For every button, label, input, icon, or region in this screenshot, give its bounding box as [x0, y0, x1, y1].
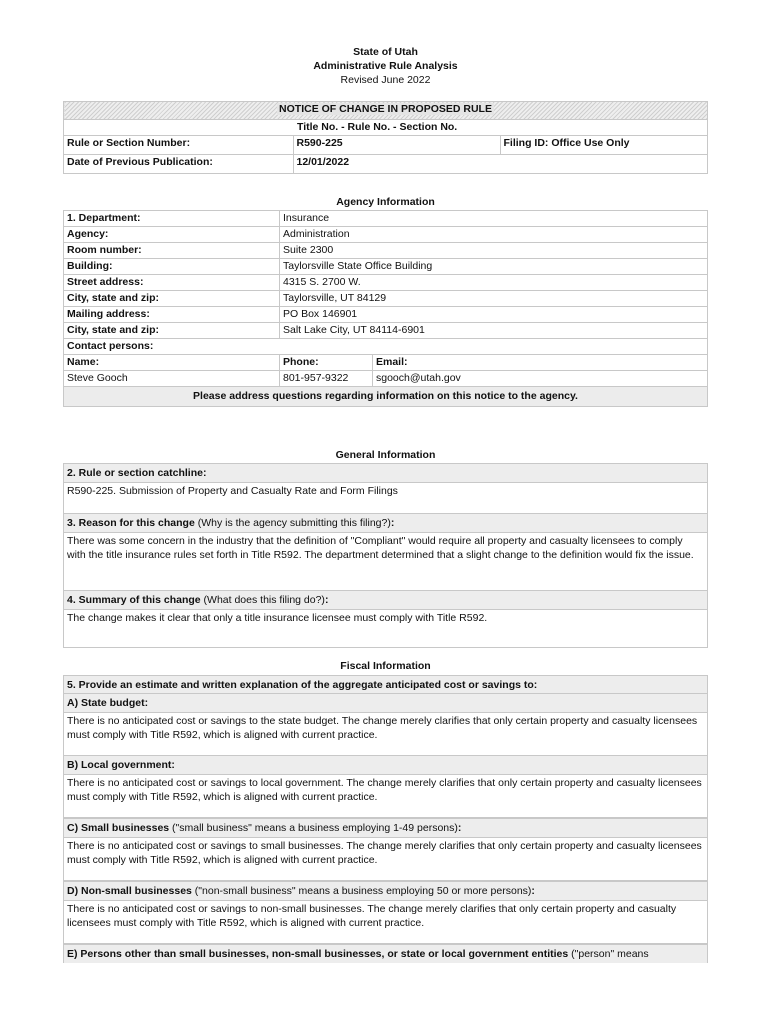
agency-value: PO Box 146901 [280, 307, 708, 323]
general-section-title: General Information [335, 449, 436, 461]
agency-label: Agency: [64, 227, 280, 243]
agency-value: 4315 S. 2700 W. [280, 275, 708, 291]
contact-name-header: Name: [64, 355, 280, 371]
catchline-label: 2. Rule or section catchline: [64, 464, 707, 483]
fiscal-q5-label: 5. Provide an estimate and written explanation of the aggregate anticipated cost or savings to: [64, 676, 707, 694]
header-title: Administrative Rule Analysis [313, 60, 458, 72]
non-small-business-text: There is no anticipated cost or savings to non-small businesses. The change merely clarifies that only certain property and casualty licensees must comply with Title R592, which is aligned with current practice. [67, 903, 677, 929]
agency-label: Building: [64, 259, 280, 275]
filing-id: Filing ID: Office Use Only [500, 136, 708, 155]
summary-label: 4. Summary of this change (What does this filing do?): [64, 591, 707, 610]
local-government-label: B) Local government: [64, 756, 707, 775]
persons-box [63, 944, 708, 963]
contact-persons-label: Contact persons: [64, 339, 708, 355]
fiscal-section-title: Fiscal Information [340, 660, 431, 672]
summary-box [63, 590, 708, 648]
rule-number-value: R590-225 [293, 136, 500, 155]
state-budget-text: There is no anticipated cost or savings to the state budget. The change merely clarifies that only certain property and casualty licensees must comply with Title R592, which is aligned with current practice. [67, 715, 698, 741]
small-business-text: There is no anticipated cost or savings to small businesses. The change merely clarifies that only certain property and casualty licensees must comply with Title R592, which is aligned with current practice. [67, 840, 702, 866]
summary-text: The change makes it clear that only a title insurance licensee must comply with Title R592. [67, 612, 488, 624]
local-government-text: There is no anticipated cost or savings to local government. The change merely clarifies that only certain property and casualty licensees must comply with Title R592, which is aligned with current practice. [67, 777, 702, 803]
local-government-box [63, 755, 708, 818]
header-state: State of Utah [353, 46, 418, 58]
agency-label: City, state and zip: [64, 323, 280, 339]
rule-number-label: Rule or Section Number: [64, 136, 294, 155]
state-budget-box [63, 693, 708, 756]
fiscal-q5-box [63, 675, 708, 693]
agency-note: Please address questions regarding information on this notice to the agency. [64, 387, 708, 407]
contact-phone: 801-957-9322 [280, 371, 373, 387]
catchline-box [63, 463, 708, 514]
agency-label: Room number: [64, 243, 280, 259]
state-budget-label: A) State budget: [64, 694, 707, 713]
notice-title: NOTICE OF CHANGE IN PROPOSED RULE [64, 102, 708, 120]
agency-section-title: Agency Information [336, 196, 435, 208]
agency-value: Salt Lake City, UT 84114-6901 [280, 323, 708, 339]
agency-table [63, 210, 708, 407]
agency-label: City, state and zip: [64, 291, 280, 307]
header-revised: Revised June 2022 [340, 74, 431, 86]
small-business-box [63, 818, 708, 881]
non-small-business-label: D) Non-small businesses ("non-small business" means a business employing 50 or more persons): [64, 882, 707, 901]
previous-publication-date: 12/01/2022 [293, 155, 708, 174]
agency-value: Taylorsville, UT 84129 [280, 291, 708, 307]
notice-table [63, 101, 708, 174]
non-small-business-box [63, 881, 708, 944]
previous-publication-label: Date of Previous Publication: [64, 155, 294, 174]
notice-subtitle: Title No. - Rule No. - Section No. [293, 120, 708, 136]
agency-label: 1. Department: [64, 211, 280, 227]
reason-label: 3. Reason for this change (Why is the agency submitting this filing?): [64, 514, 707, 533]
agency-value: Insurance [280, 211, 708, 227]
agency-label: Mailing address: [64, 307, 280, 323]
contact-email-header: Email: [373, 355, 708, 371]
contact-email[interactable]: sgooch@utah.gov [373, 371, 708, 387]
reason-text: There was some concern in the industry that the definition of "Compliant" would require all property and casualty licensees to comply with the title insurance rules set forth in Title R592. The department determined that a slight change to the definition would fix the issue. [67, 535, 694, 561]
persons-label: E) Persons other than small businesses, non-small businesses, or state or local government entities ("person" means [64, 945, 707, 963]
agency-label: Street address: [64, 275, 280, 291]
agency-value: Taylorsville State Office Building [280, 259, 708, 275]
contact-name: Steve Gooch [64, 371, 280, 387]
agency-value: Suite 2300 [280, 243, 708, 259]
agency-value: Administration [280, 227, 708, 243]
reason-box [63, 513, 708, 591]
catchline-text: R590-225. Submission of Property and Casualty Rate and Form Filings [67, 485, 398, 497]
small-business-label: C) Small businesses ("small business" means a business employing 1-49 persons): [64, 819, 707, 838]
contact-phone-header: Phone: [280, 355, 373, 371]
